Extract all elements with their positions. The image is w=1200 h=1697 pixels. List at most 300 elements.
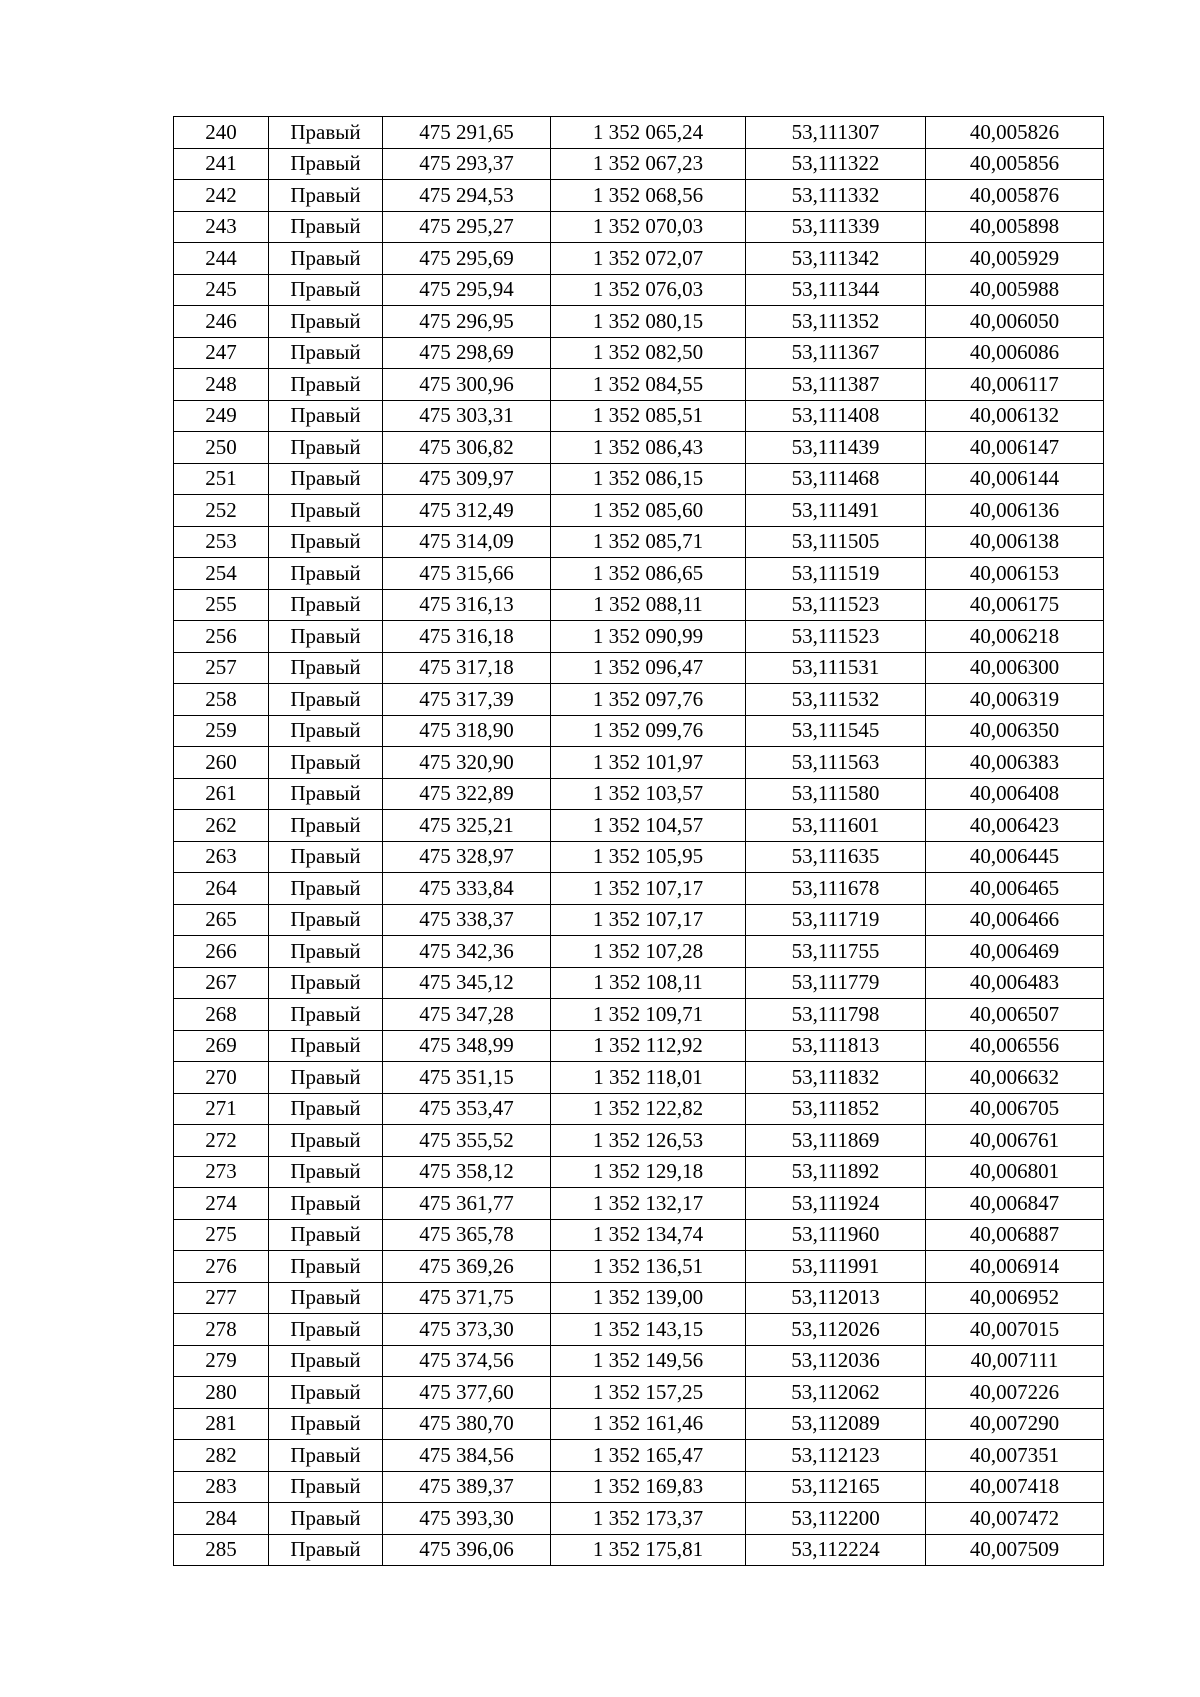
latitude-cell: 53,111531: [746, 652, 926, 684]
point-number-cell: 250: [174, 432, 269, 464]
y-coordinate-cell: 1 352 175,81: [551, 1534, 746, 1566]
point-number-cell: 285: [174, 1534, 269, 1566]
side-cell: Правый: [269, 715, 383, 747]
x-coordinate-cell: 475 318,90: [383, 715, 551, 747]
x-coordinate-cell: 475 303,31: [383, 400, 551, 432]
table-row: [174, 999, 1104, 1031]
x-coordinate-cell: 475 300,96: [383, 369, 551, 401]
x-coordinate-cell: 475 296,95: [383, 306, 551, 338]
latitude-cell: 53,111332: [746, 180, 926, 212]
latitude-cell: 53,111601: [746, 810, 926, 842]
x-coordinate-cell: 475 389,37: [383, 1471, 551, 1503]
x-coordinate-cell: 475 316,13: [383, 589, 551, 621]
x-coordinate-cell: 475 306,82: [383, 432, 551, 464]
longitude-cell: 40,007111: [926, 1345, 1104, 1377]
table-row: [174, 715, 1104, 747]
longitude-cell: 40,006847: [926, 1188, 1104, 1220]
longitude-cell: 40,006914: [926, 1251, 1104, 1283]
side-cell: Правый: [269, 369, 383, 401]
latitude-cell: 53,111545: [746, 715, 926, 747]
point-number-cell: 284: [174, 1503, 269, 1535]
side-cell: Правый: [269, 1534, 383, 1566]
side-cell: Правый: [269, 1408, 383, 1440]
x-coordinate-cell: 475 355,52: [383, 1125, 551, 1157]
y-coordinate-cell: 1 352 085,60: [551, 495, 746, 527]
side-cell: Правый: [269, 936, 383, 968]
latitude-cell: 53,112089: [746, 1408, 926, 1440]
latitude-cell: 53,111832: [746, 1062, 926, 1094]
y-coordinate-cell: 1 352 126,53: [551, 1125, 746, 1157]
latitude-cell: 53,111852: [746, 1093, 926, 1125]
y-coordinate-cell: 1 352 173,37: [551, 1503, 746, 1535]
coordinates-table: [173, 116, 1104, 1566]
side-cell: Правый: [269, 589, 383, 621]
point-number-cell: 280: [174, 1377, 269, 1409]
side-cell: Правый: [269, 1503, 383, 1535]
longitude-cell: 40,006138: [926, 526, 1104, 558]
longitude-cell: 40,007509: [926, 1534, 1104, 1566]
latitude-cell: 53,111519: [746, 558, 926, 590]
table-row: [174, 1314, 1104, 1346]
side-cell: Правый: [269, 1251, 383, 1283]
y-coordinate-cell: 1 352 104,57: [551, 810, 746, 842]
longitude-cell: 40,006705: [926, 1093, 1104, 1125]
latitude-cell: 53,111367: [746, 337, 926, 369]
table-row: [174, 1282, 1104, 1314]
latitude-cell: 53,111322: [746, 148, 926, 180]
side-cell: Правый: [269, 1314, 383, 1346]
side-cell: Правый: [269, 999, 383, 1031]
table-row: [174, 369, 1104, 401]
x-coordinate-cell: 475 298,69: [383, 337, 551, 369]
longitude-cell: 40,006408: [926, 778, 1104, 810]
point-number-cell: 248: [174, 369, 269, 401]
point-number-cell: 246: [174, 306, 269, 338]
point-number-cell: 268: [174, 999, 269, 1031]
point-number-cell: 247: [174, 337, 269, 369]
longitude-cell: 40,005988: [926, 274, 1104, 306]
x-coordinate-cell: 475 294,53: [383, 180, 551, 212]
point-number-cell: 260: [174, 747, 269, 779]
x-coordinate-cell: 475 353,47: [383, 1093, 551, 1125]
side-cell: Правый: [269, 967, 383, 999]
side-cell: Правый: [269, 1093, 383, 1125]
longitude-cell: 40,006136: [926, 495, 1104, 527]
side-cell: Правый: [269, 400, 383, 432]
side-cell: Правый: [269, 1062, 383, 1094]
side-cell: Правый: [269, 495, 383, 527]
side-cell: Правый: [269, 652, 383, 684]
latitude-cell: 53,112013: [746, 1282, 926, 1314]
y-coordinate-cell: 1 352 070,03: [551, 211, 746, 243]
y-coordinate-cell: 1 352 085,51: [551, 400, 746, 432]
latitude-cell: 53,111523: [746, 621, 926, 653]
table-row: [174, 1093, 1104, 1125]
longitude-cell: 40,006050: [926, 306, 1104, 338]
y-coordinate-cell: 1 352 097,76: [551, 684, 746, 716]
x-coordinate-cell: 475 293,37: [383, 148, 551, 180]
latitude-cell: 53,111991: [746, 1251, 926, 1283]
side-cell: Правый: [269, 1440, 383, 1472]
longitude-cell: 40,006117: [926, 369, 1104, 401]
longitude-cell: 40,007351: [926, 1440, 1104, 1472]
point-number-cell: 272: [174, 1125, 269, 1157]
latitude-cell: 53,111468: [746, 463, 926, 495]
point-number-cell: 252: [174, 495, 269, 527]
coordinates-table-body: [174, 117, 1104, 1566]
point-number-cell: 271: [174, 1093, 269, 1125]
table-row: [174, 1534, 1104, 1566]
y-coordinate-cell: 1 352 086,65: [551, 558, 746, 590]
point-number-cell: 241: [174, 148, 269, 180]
latitude-cell: 53,111813: [746, 1030, 926, 1062]
y-coordinate-cell: 1 352 109,71: [551, 999, 746, 1031]
longitude-cell: 40,006086: [926, 337, 1104, 369]
point-number-cell: 255: [174, 589, 269, 621]
longitude-cell: 40,006483: [926, 967, 1104, 999]
table-row: [174, 810, 1104, 842]
latitude-cell: 53,111892: [746, 1156, 926, 1188]
side-cell: Правый: [269, 1156, 383, 1188]
longitude-cell: 40,006469: [926, 936, 1104, 968]
y-coordinate-cell: 1 352 096,47: [551, 652, 746, 684]
latitude-cell: 53,112224: [746, 1534, 926, 1566]
table-row: [174, 904, 1104, 936]
latitude-cell: 53,111505: [746, 526, 926, 558]
side-cell: Правый: [269, 211, 383, 243]
y-coordinate-cell: 1 352 134,74: [551, 1219, 746, 1251]
side-cell: Правый: [269, 337, 383, 369]
side-cell: Правый: [269, 1471, 383, 1503]
latitude-cell: 53,111779: [746, 967, 926, 999]
latitude-cell: 53,111532: [746, 684, 926, 716]
y-coordinate-cell: 1 352 084,55: [551, 369, 746, 401]
point-number-cell: 283: [174, 1471, 269, 1503]
side-cell: Правый: [269, 1377, 383, 1409]
longitude-cell: 40,006175: [926, 589, 1104, 621]
longitude-cell: 40,006350: [926, 715, 1104, 747]
y-coordinate-cell: 1 352 165,47: [551, 1440, 746, 1472]
longitude-cell: 40,006423: [926, 810, 1104, 842]
point-number-cell: 254: [174, 558, 269, 590]
y-coordinate-cell: 1 352 157,25: [551, 1377, 746, 1409]
point-number-cell: 276: [174, 1251, 269, 1283]
table-row: [174, 400, 1104, 432]
side-cell: Правый: [269, 1030, 383, 1062]
y-coordinate-cell: 1 352 122,82: [551, 1093, 746, 1125]
latitude-cell: 53,111563: [746, 747, 926, 779]
table-row: [174, 1219, 1104, 1251]
x-coordinate-cell: 475 365,78: [383, 1219, 551, 1251]
x-coordinate-cell: 475 338,37: [383, 904, 551, 936]
point-number-cell: 251: [174, 463, 269, 495]
latitude-cell: 53,111523: [746, 589, 926, 621]
x-coordinate-cell: 475 312,49: [383, 495, 551, 527]
side-cell: Правый: [269, 463, 383, 495]
point-number-cell: 264: [174, 873, 269, 905]
x-coordinate-cell: 475 333,84: [383, 873, 551, 905]
table-row: [174, 1030, 1104, 1062]
x-coordinate-cell: 475 309,97: [383, 463, 551, 495]
longitude-cell: 40,006466: [926, 904, 1104, 936]
table-row: [174, 211, 1104, 243]
y-coordinate-cell: 1 352 080,15: [551, 306, 746, 338]
point-number-cell: 273: [174, 1156, 269, 1188]
table-row: [174, 873, 1104, 905]
y-coordinate-cell: 1 352 107,17: [551, 904, 746, 936]
point-number-cell: 270: [174, 1062, 269, 1094]
y-coordinate-cell: 1 352 105,95: [551, 841, 746, 873]
y-coordinate-cell: 1 352 143,15: [551, 1314, 746, 1346]
table-row: [174, 274, 1104, 306]
table-row: [174, 841, 1104, 873]
latitude-cell: 53,111755: [746, 936, 926, 968]
x-coordinate-cell: 475 295,27: [383, 211, 551, 243]
longitude-cell: 40,005898: [926, 211, 1104, 243]
x-coordinate-cell: 475 295,69: [383, 243, 551, 275]
side-cell: Правый: [269, 778, 383, 810]
y-coordinate-cell: 1 352 067,23: [551, 148, 746, 180]
table-row: [174, 589, 1104, 621]
latitude-cell: 53,112026: [746, 1314, 926, 1346]
side-cell: Правый: [269, 1125, 383, 1157]
y-coordinate-cell: 1 352 082,50: [551, 337, 746, 369]
x-coordinate-cell: 475 291,65: [383, 117, 551, 149]
longitude-cell: 40,007472: [926, 1503, 1104, 1535]
point-number-cell: 278: [174, 1314, 269, 1346]
longitude-cell: 40,006507: [926, 999, 1104, 1031]
side-cell: Правый: [269, 558, 383, 590]
latitude-cell: 53,112165: [746, 1471, 926, 1503]
x-coordinate-cell: 475 328,97: [383, 841, 551, 873]
x-coordinate-cell: 475 342,36: [383, 936, 551, 968]
side-cell: Правый: [269, 243, 383, 275]
latitude-cell: 53,111678: [746, 873, 926, 905]
point-number-cell: 257: [174, 652, 269, 684]
longitude-cell: 40,006761: [926, 1125, 1104, 1157]
table-row: [174, 1503, 1104, 1535]
table-row: [174, 306, 1104, 338]
y-coordinate-cell: 1 352 139,00: [551, 1282, 746, 1314]
latitude-cell: 53,112062: [746, 1377, 926, 1409]
table-row: [174, 243, 1104, 275]
longitude-cell: 40,007015: [926, 1314, 1104, 1346]
table-row: [174, 180, 1104, 212]
x-coordinate-cell: 475 380,70: [383, 1408, 551, 1440]
y-coordinate-cell: 1 352 068,56: [551, 180, 746, 212]
x-coordinate-cell: 475 347,28: [383, 999, 551, 1031]
side-cell: Правый: [269, 841, 383, 873]
y-coordinate-cell: 1 352 118,01: [551, 1062, 746, 1094]
y-coordinate-cell: 1 352 072,07: [551, 243, 746, 275]
longitude-cell: 40,007290: [926, 1408, 1104, 1440]
table-row: [174, 1345, 1104, 1377]
table-row: [174, 337, 1104, 369]
table-row: [174, 1440, 1104, 1472]
point-number-cell: 243: [174, 211, 269, 243]
point-number-cell: 279: [174, 1345, 269, 1377]
point-number-cell: 249: [174, 400, 269, 432]
latitude-cell: 53,111491: [746, 495, 926, 527]
latitude-cell: 53,111580: [746, 778, 926, 810]
latitude-cell: 53,112036: [746, 1345, 926, 1377]
side-cell: Правый: [269, 526, 383, 558]
longitude-cell: 40,005929: [926, 243, 1104, 275]
latitude-cell: 53,111387: [746, 369, 926, 401]
longitude-cell: 40,006144: [926, 463, 1104, 495]
table-row: [174, 117, 1104, 149]
x-coordinate-cell: 475 320,90: [383, 747, 551, 779]
longitude-cell: 40,005876: [926, 180, 1104, 212]
longitude-cell: 40,006556: [926, 1030, 1104, 1062]
x-coordinate-cell: 475 295,94: [383, 274, 551, 306]
point-number-cell: 244: [174, 243, 269, 275]
table-row: [174, 1251, 1104, 1283]
y-coordinate-cell: 1 352 107,17: [551, 873, 746, 905]
table-row: [174, 652, 1104, 684]
table-row: [174, 778, 1104, 810]
point-number-cell: 240: [174, 117, 269, 149]
longitude-cell: 40,006319: [926, 684, 1104, 716]
table-row: [174, 495, 1104, 527]
y-coordinate-cell: 1 352 161,46: [551, 1408, 746, 1440]
x-coordinate-cell: 475 322,89: [383, 778, 551, 810]
y-coordinate-cell: 1 352 103,57: [551, 778, 746, 810]
x-coordinate-cell: 475 374,56: [383, 1345, 551, 1377]
latitude-cell: 53,111408: [746, 400, 926, 432]
latitude-cell: 53,111635: [746, 841, 926, 873]
point-number-cell: 258: [174, 684, 269, 716]
x-coordinate-cell: 475 317,18: [383, 652, 551, 684]
y-coordinate-cell: 1 352 107,28: [551, 936, 746, 968]
x-coordinate-cell: 475 369,26: [383, 1251, 551, 1283]
table-row: [174, 463, 1104, 495]
y-coordinate-cell: 1 352 088,11: [551, 589, 746, 621]
x-coordinate-cell: 475 314,09: [383, 526, 551, 558]
latitude-cell: 53,111344: [746, 274, 926, 306]
point-number-cell: 256: [174, 621, 269, 653]
point-number-cell: 263: [174, 841, 269, 873]
table-row: [174, 148, 1104, 180]
side-cell: Правый: [269, 1282, 383, 1314]
latitude-cell: 53,111960: [746, 1219, 926, 1251]
latitude-cell: 53,111869: [746, 1125, 926, 1157]
x-coordinate-cell: 475 396,06: [383, 1534, 551, 1566]
longitude-cell: 40,005826: [926, 117, 1104, 149]
table-row: [174, 1188, 1104, 1220]
y-coordinate-cell: 1 352 086,15: [551, 463, 746, 495]
y-coordinate-cell: 1 352 086,43: [551, 432, 746, 464]
table-row: [174, 1377, 1104, 1409]
longitude-cell: 40,007418: [926, 1471, 1104, 1503]
point-number-cell: 267: [174, 967, 269, 999]
x-coordinate-cell: 475 351,15: [383, 1062, 551, 1094]
side-cell: Правый: [269, 148, 383, 180]
y-coordinate-cell: 1 352 099,76: [551, 715, 746, 747]
x-coordinate-cell: 475 377,60: [383, 1377, 551, 1409]
table-row: [174, 1408, 1104, 1440]
y-coordinate-cell: 1 352 108,11: [551, 967, 746, 999]
x-coordinate-cell: 475 393,30: [383, 1503, 551, 1535]
x-coordinate-cell: 475 371,75: [383, 1282, 551, 1314]
x-coordinate-cell: 475 317,39: [383, 684, 551, 716]
table-row: [174, 526, 1104, 558]
latitude-cell: 53,111307: [746, 117, 926, 149]
x-coordinate-cell: 475 373,30: [383, 1314, 551, 1346]
table-row: [174, 621, 1104, 653]
longitude-cell: 40,006465: [926, 873, 1104, 905]
x-coordinate-cell: 475 315,66: [383, 558, 551, 590]
latitude-cell: 53,111342: [746, 243, 926, 275]
x-coordinate-cell: 475 345,12: [383, 967, 551, 999]
point-number-cell: 266: [174, 936, 269, 968]
table-row: [174, 684, 1104, 716]
latitude-cell: 53,111339: [746, 211, 926, 243]
side-cell: Правый: [269, 747, 383, 779]
y-coordinate-cell: 1 352 149,56: [551, 1345, 746, 1377]
side-cell: Правый: [269, 432, 383, 464]
latitude-cell: 53,112123: [746, 1440, 926, 1472]
latitude-cell: 53,111352: [746, 306, 926, 338]
side-cell: Правый: [269, 684, 383, 716]
latitude-cell: 53,111439: [746, 432, 926, 464]
longitude-cell: 40,006132: [926, 400, 1104, 432]
y-coordinate-cell: 1 352 085,71: [551, 526, 746, 558]
side-cell: Правый: [269, 306, 383, 338]
latitude-cell: 53,111798: [746, 999, 926, 1031]
point-number-cell: 269: [174, 1030, 269, 1062]
point-number-cell: 265: [174, 904, 269, 936]
longitude-cell: 40,006300: [926, 652, 1104, 684]
x-coordinate-cell: 475 316,18: [383, 621, 551, 653]
side-cell: Правый: [269, 810, 383, 842]
y-coordinate-cell: 1 352 112,92: [551, 1030, 746, 1062]
longitude-cell: 40,006632: [926, 1062, 1104, 1094]
latitude-cell: 53,111924: [746, 1188, 926, 1220]
y-coordinate-cell: 1 352 101,97: [551, 747, 746, 779]
point-number-cell: 261: [174, 778, 269, 810]
point-number-cell: 277: [174, 1282, 269, 1314]
longitude-cell: 40,007226: [926, 1377, 1104, 1409]
y-coordinate-cell: 1 352 136,51: [551, 1251, 746, 1283]
table-row: [174, 558, 1104, 590]
side-cell: Правый: [269, 873, 383, 905]
y-coordinate-cell: 1 352 169,83: [551, 1471, 746, 1503]
x-coordinate-cell: 475 358,12: [383, 1156, 551, 1188]
table-row: [174, 1471, 1104, 1503]
side-cell: Правый: [269, 1345, 383, 1377]
longitude-cell: 40,006147: [926, 432, 1104, 464]
latitude-cell: 53,112200: [746, 1503, 926, 1535]
longitude-cell: 40,006153: [926, 558, 1104, 590]
longitude-cell: 40,006887: [926, 1219, 1104, 1251]
table-row: [174, 1062, 1104, 1094]
x-coordinate-cell: 475 348,99: [383, 1030, 551, 1062]
longitude-cell: 40,006218: [926, 621, 1104, 653]
x-coordinate-cell: 475 325,21: [383, 810, 551, 842]
y-coordinate-cell: 1 352 129,18: [551, 1156, 746, 1188]
point-number-cell: 281: [174, 1408, 269, 1440]
table-row: [174, 432, 1104, 464]
point-number-cell: 253: [174, 526, 269, 558]
longitude-cell: 40,006445: [926, 841, 1104, 873]
table-row: [174, 747, 1104, 779]
point-number-cell: 245: [174, 274, 269, 306]
y-coordinate-cell: 1 352 090,99: [551, 621, 746, 653]
longitude-cell: 40,006383: [926, 747, 1104, 779]
longitude-cell: 40,006952: [926, 1282, 1104, 1314]
table-row: [174, 1156, 1104, 1188]
